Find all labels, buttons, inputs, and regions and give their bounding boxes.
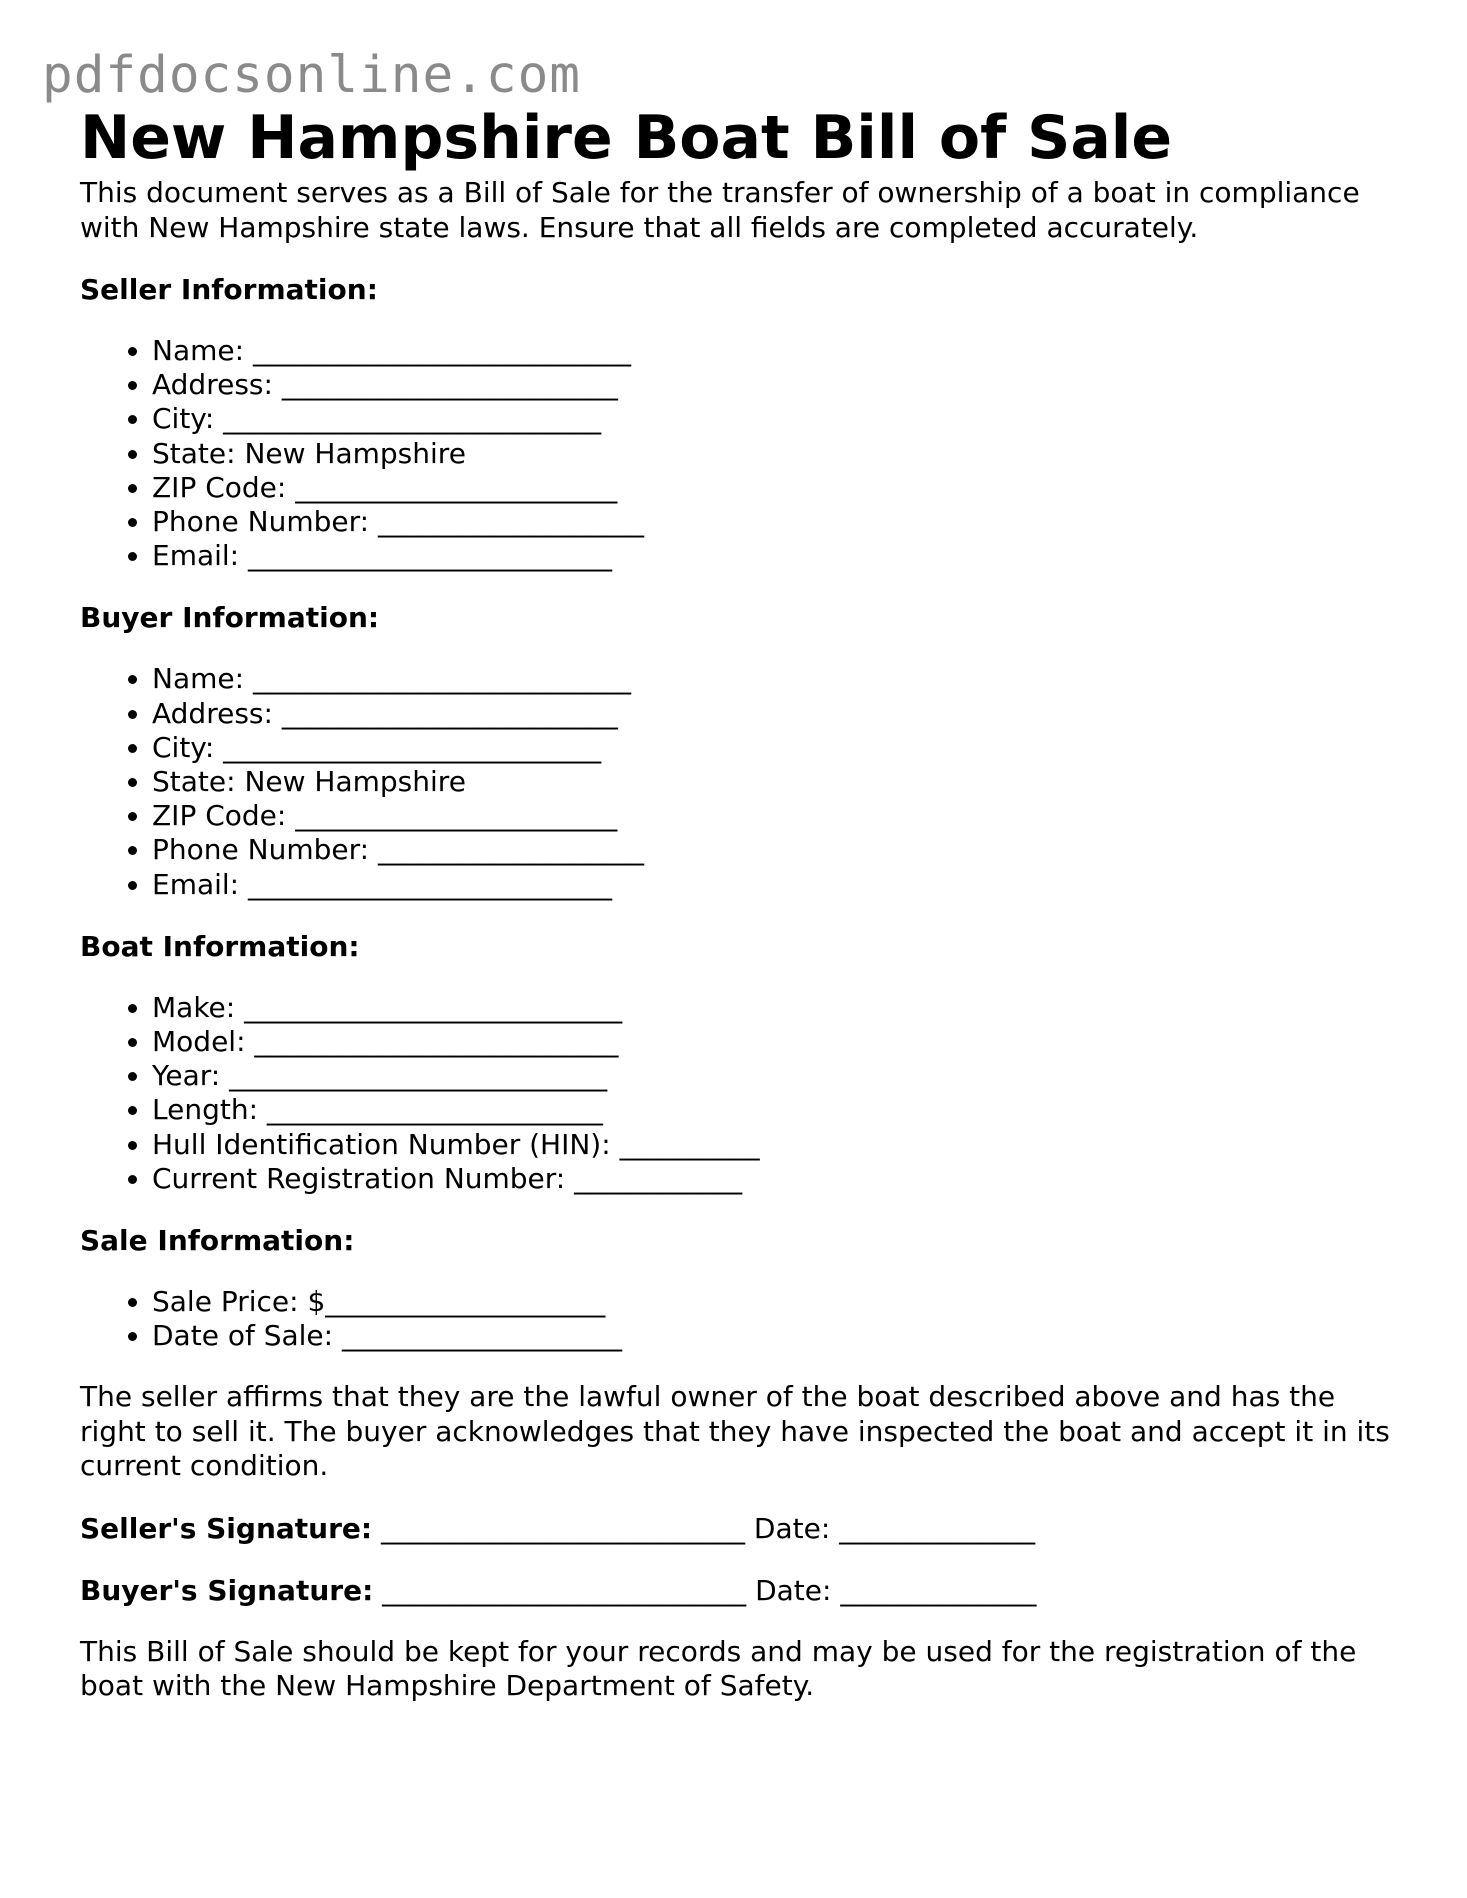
boat-make-field: • Make: ___________________________: [152, 991, 1400, 1025]
document-page: [80, 100, 1400, 1704]
buyer-city-field: • City: ___________________________: [152, 731, 1400, 765]
seller-city-field: • City: ___________________________: [152, 402, 1400, 436]
seller-fields: [80, 334, 1400, 573]
footer-paragraph: This Bill of Sale should be kept for your records and may be used for the registration of the boat with the New Hampshire Department of Safety.: [80, 1634, 1357, 1703]
sale-date-field: • Date of Sale: ____________________: [152, 1319, 1400, 1353]
buyer-email-field: • Email: __________________________: [152, 868, 1400, 902]
buyer-signature-blank: __________________________ Date: ______________: [373, 1573, 1037, 1607]
seller-phone-field: • Phone Number: ___________________: [152, 505, 1400, 539]
buyer-state-field: • State: New Hampshire: [152, 765, 1400, 799]
boat-hin-field: • Hull Identification Number (HIN): __________: [152, 1128, 1400, 1162]
boat-year-field: • Year: ___________________________: [152, 1059, 1400, 1093]
seller-signature-blank: __________________________ Date: ______________: [372, 1511, 1036, 1545]
buyer-address-field: • Address: ________________________: [152, 697, 1400, 731]
boat-fields: [80, 991, 1400, 1196]
boat-registration-field: • Current Registration Number: ____________: [152, 1162, 1400, 1196]
buyer-signature-line: [80, 1574, 1400, 1608]
watermark: pdfdocsonline.com: [42, 46, 581, 105]
seller-heading: Seller Information:: [80, 273, 378, 306]
seller-signature-line: [80, 1512, 1400, 1546]
intro-paragraph: This document serves as a Bill of Sale for the transfer of ownership of a boat in compliance with New Hampshire state laws. Ensure that all fields are completed accurately.: [80, 176, 1360, 244]
seller-zip-field: • ZIP Code: _______________________: [152, 471, 1400, 505]
seller-address-field: • Address: ________________________: [152, 368, 1400, 402]
buyer-signature-label: Buyer's Signature:: [80, 1573, 374, 1607]
boat-model-field: • Model: __________________________: [152, 1025, 1400, 1059]
seller-email-field: • Email: __________________________: [152, 539, 1400, 573]
boat-heading: Boat Information:: [80, 929, 360, 963]
buyer-heading: Buyer Information:: [80, 601, 380, 635]
seller-name-field: • Name: ___________________________: [152, 334, 1400, 368]
seller-signature-label: Seller's Signature:: [80, 1511, 373, 1545]
buyer-zip-field: • ZIP Code: _______________________: [152, 799, 1400, 833]
buyer-phone-field: • Phone Number: ___________________: [152, 833, 1400, 867]
page-title: New Hampshire Boat Bill of Sale: [80, 103, 1173, 173]
sale-heading: Sale Information:: [80, 1224, 355, 1258]
sale-price-field: • Sale Price: $____________________: [152, 1285, 1400, 1319]
affirmation-paragraph: The seller affirms that they are the lawful owner of the boat described above and has the right to sell it. The buyer acknowledges that they have inspected the boat and accept it in its current condition.: [80, 1380, 1390, 1483]
boat-length-field: • Length: ________________________: [152, 1093, 1400, 1127]
buyer-name-field: • Name: ___________________________: [152, 662, 1400, 696]
sale-fields: [80, 1285, 1400, 1353]
seller-state-field: • State: New Hampshire: [152, 437, 1400, 471]
buyer-fields: [80, 662, 1400, 901]
